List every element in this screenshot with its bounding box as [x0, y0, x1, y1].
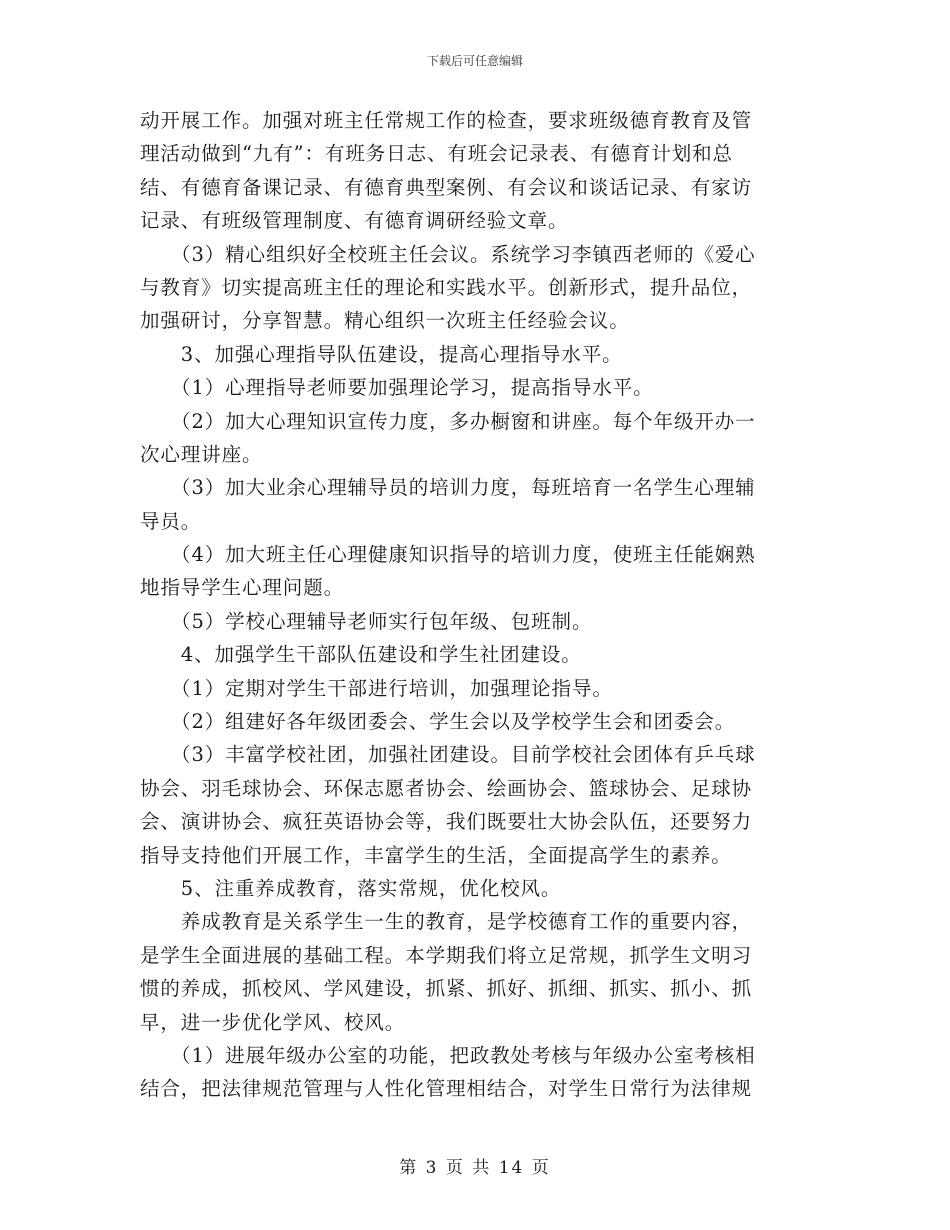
text-line: （3）精心组织好全校班主任会议。系统学习李镇西老师的《爱心 [140, 242, 756, 266]
text-line: 协会、羽毛球协会、环保志愿者协会、绘画协会、篮球协会、足球协 [140, 776, 753, 800]
text-line: 加强研讨，分享智慧。精心组织一次班主任经验会议。 [140, 309, 630, 333]
page-number-footer: 第 3 页 共 14 页 [399, 1158, 551, 1178]
text-line: 记录、有班级管理制度、有德育调研经验文章。 [140, 209, 569, 233]
text-line: 早，进一步优化学风、校风。 [140, 1010, 406, 1034]
text-line: 动开展工作。加强对班主任常规工作的检查，要求班级德育教育及管 [140, 109, 753, 132]
text-line: 养成教育是关系学生一生的教育，是学校德育工作的重要内容， [140, 910, 753, 934]
text-line: （2）加大心理知识宣传力度，多办橱窗和讲座。每个年级开办一 [140, 409, 756, 433]
text-line: （1）定期对学生干部进行培训，加强理论指导。 [140, 676, 613, 700]
text-line: 地指导学生心理问题。 [140, 576, 345, 600]
text-line: （1）进展年级办公室的功能，把政教处考核与年级办公室考核相 [140, 1043, 756, 1067]
text-line: 理活动做到“九有”：有班务日志、有班会记录表、有德育计划和总 [140, 142, 733, 166]
text-line: 结、有德育备课记录、有德育典型案例、有会议和谈话记录、有家访 [140, 175, 753, 199]
text-line: 指导支持他们开展工作，丰富学生的生活，全面提高学生的素养。 [140, 843, 732, 867]
text-line: 与教育》切实提高班主任的理论和实践水平。创新形式，提升品位， [140, 275, 753, 299]
page-header: 下载后可任意编辑 [426, 54, 523, 68]
text-line: 结合，把法律规范管理与人性化管理相结合，对学生日常行为法律规 [140, 1077, 753, 1101]
text-line: 惯的养成，抓校风、学风建设，抓紧、抓好、抓细、抓实、抓小、抓 [140, 977, 753, 1001]
text-line: 会、演讲协会、疯狂英语协会等，我们既要壮大协会队伍，还要努力 [140, 810, 753, 834]
text-line: （5）学校心理辅导老师实行包年级、包班制。 [140, 609, 593, 633]
text-line: （1）心理指导老师要加强理论学习，提高指导水平。 [140, 376, 654, 400]
text-line: 是学生全面进展的基础工程。本学期我们将立足常规，抓学生文明习 [140, 943, 753, 967]
text-line: （4）加大班主任心理健康知识指导的培训力度，使班主任能娴熟 [140, 543, 756, 567]
text-line: （3）丰富学校社团，加强社团建设。目前学校社会团体有乒乓球 [140, 743, 756, 767]
text-line: 3、加强心理指导队伍建设，提高心理指导水平。 [140, 342, 623, 366]
text-line: 5、注重养成教育，落实常规，优化校风。 [140, 876, 562, 900]
text-line: （2）组建好各年级团委会、学生会以及学校学生会和团委会。 [140, 710, 736, 734]
text-line: 次心理讲座。 [140, 442, 263, 466]
text-line: 导员。 [140, 509, 202, 533]
text-line: 4、加强学生干部队伍建设和学生社团建设。 [140, 643, 582, 667]
body-text [140, 104, 812, 1106]
text-line: （3）加大业余心理辅导员的培训力度，每班培育一名学生心理辅 [140, 476, 756, 500]
